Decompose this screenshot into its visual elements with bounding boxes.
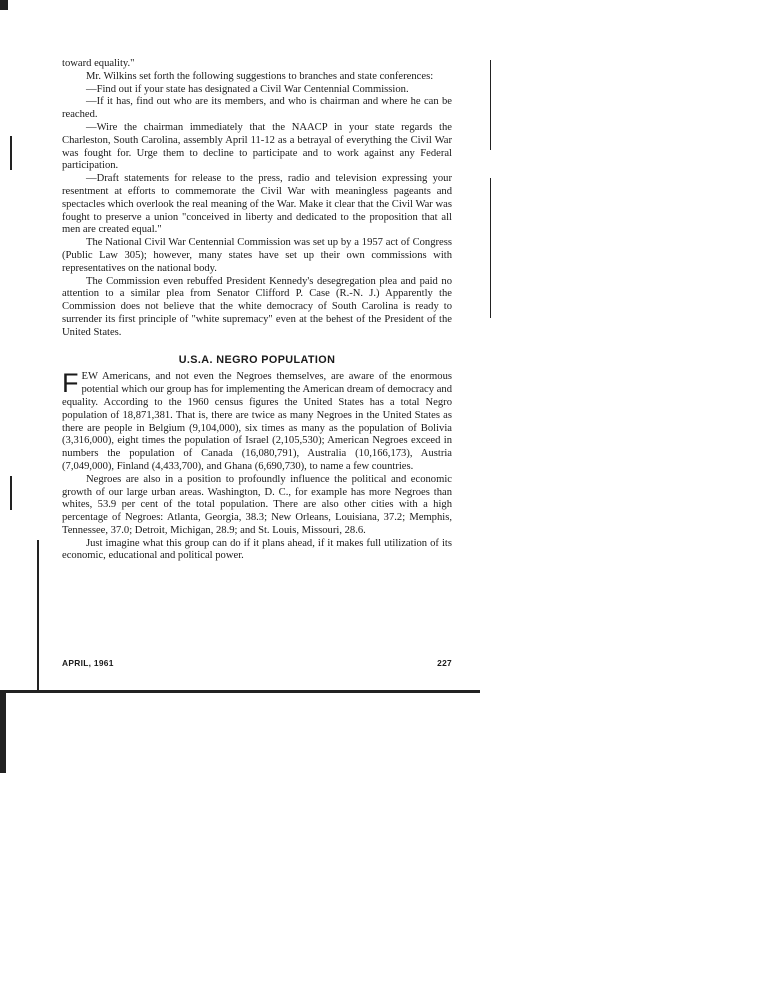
section-paragraph-text: EW Americans, and not even the Negroes themselves, are aware of the enormous potential which our group has for implementing the American dream of democracy and equality. According to the 1960 census figures the United States has a total Negro population of 18,871,381. That is, there are twice as many Negroes in the United States as there are people in Belgium (9,104,000), six times as many as the population of Bolivia (3,316,000), eight times the population of Israel (2,105,530); American Negroes exceed in numbers the population of Canada (16,080,791), Australia (10,166,173), Austria (7,049,000), Finland (4,433,700), and Ghana (6,690,730), to name a few countries. — [62, 371, 452, 472]
article-page — [62, 58, 452, 563]
issue-date: APRIL, 1961 — [62, 658, 114, 668]
page-number: 227 — [437, 658, 452, 668]
page-edge-line — [0, 693, 6, 773]
paragraph: toward equality." — [62, 58, 135, 69]
scan-mark-margin — [37, 540, 39, 690]
scan-mark-margin — [10, 136, 12, 170]
section-heading: U.S.A. NEGRO POPULATION — [178, 353, 336, 366]
scan-mark-margin — [10, 476, 12, 510]
paragraph: Just imagine what this group can do if it plans ahead, if it makes full utilization of its economic, educational and political power. — [62, 537, 452, 562]
page-edge-line — [0, 690, 480, 693]
paragraph: Negroes are also in a position to profoundly influence the political and economic growth of our large urban areas. Washington, D. C., for example has more Negroes than whites, 53.9 per cent of the total population. There are also other cities with a high percentage of Negroes: Atlanta, Georgia, 38.3; New Orleans, Louisiana, 37.2; Memphis, Tennessee, 37.0; Detroit, Michigan, 28.9; and St. Louis, Missouri, 28.6. — [62, 473, 452, 536]
paragraph: The Commission even rebuffed President Kennedy's desegregation plea and paid no attention to a similar plea from Senator Clifford P. Case (R.-N. J.) Apparently the Commission does not believe that the white democracy of South Carolina is ready to surrender its first principle of "white supremacy" even at the behest of the President of the United States. — [62, 275, 452, 338]
paragraph: Mr. Wilkins set forth the following suggestions to branches and state conferences: — [86, 70, 434, 82]
drop-cap: F — [62, 368, 79, 399]
paragraph: The National Civil War Centennial Commission was set up by a 1957 act of Congress (Public Law 305); however, many states have set up their own commissions with representatives on the national body. — [62, 237, 452, 274]
scan-mark-margin — [490, 60, 491, 150]
paragraph: —Draft statements for release to the press, radio and television expressing your resentment at efforts to commemorate the Civil War with meaningless pageants and spectacles which overlook the real meaning of the War. Make it clear that the Civil War was fought to preserve a union "conceived in liberty and dedicated to the proposition that all men are created equal." — [62, 173, 452, 236]
paragraph: —Find out if your state has designated a Civil War Centennial Commission. — [86, 83, 409, 95]
paragraph: —Wire the chairman immediately that the NAACP in your state regards the Charleston, South Carolina, assembly April 11-12 as a betrayal of everything the Civil War was fought for. Urge them to decline to participate and to work against any Federal participation. — [62, 121, 452, 172]
section-paragraph — [62, 368, 452, 473]
scan-mark-top-left — [0, 0, 8, 10]
scan-mark-margin — [490, 178, 491, 318]
paragraph: —If it has, find out who are its members, and who is chairman and where he can be reached. — [62, 96, 452, 121]
